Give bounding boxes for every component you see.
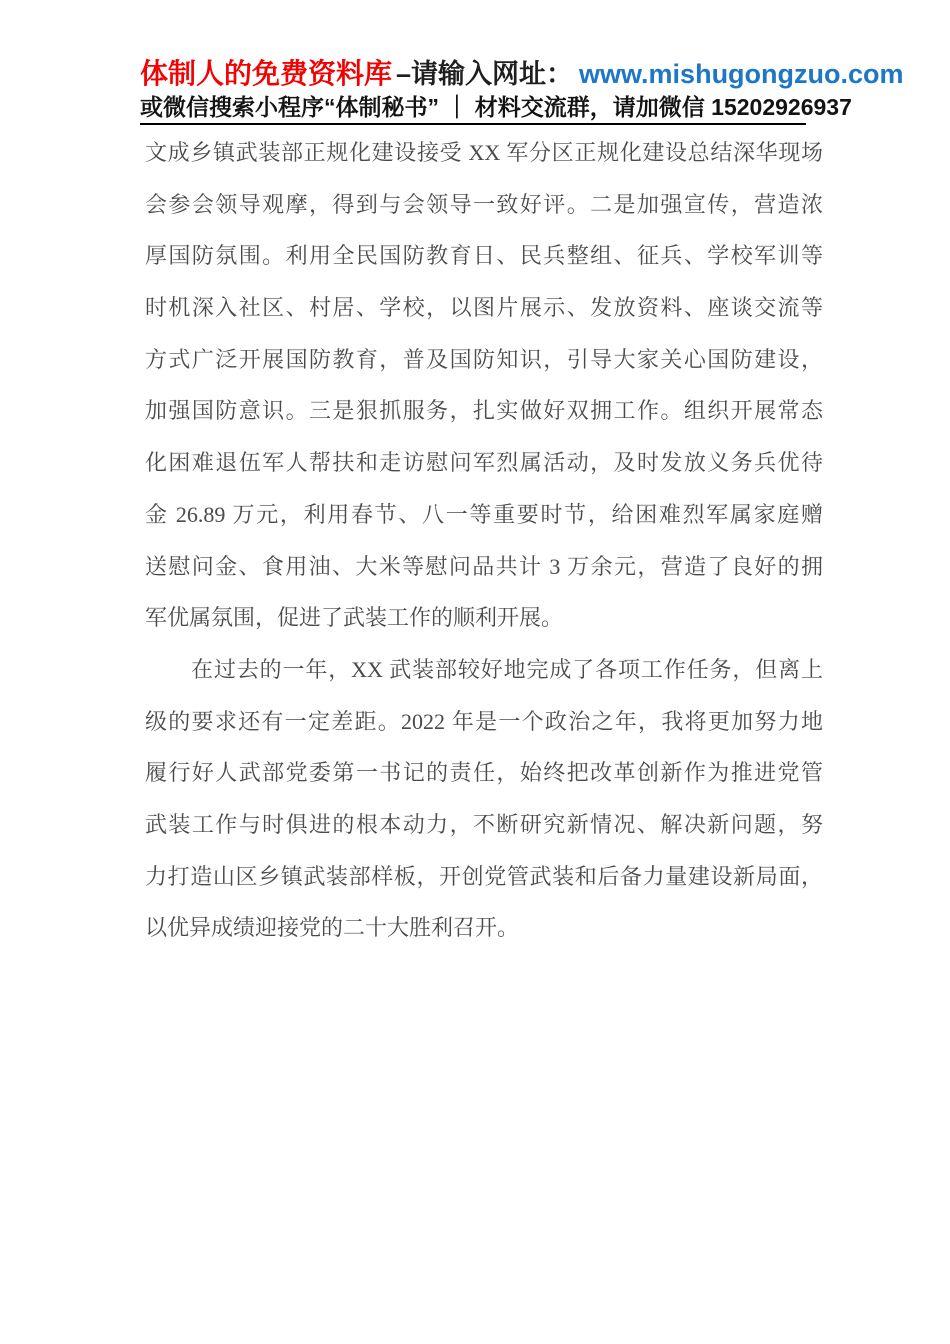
brand-note: –请输入网址： xyxy=(396,59,574,89)
header-divider xyxy=(140,123,806,125)
text-line: 化困难退伍军人帮扶和走访慰问军烈属活动，及时发放义务兵优待 xyxy=(145,450,823,476)
header-contact-line: 或微信搜索小程序“体制秘书” ｜ 材料交流群，请加微信 15202926937 xyxy=(140,94,852,120)
text-line: 送慰问金、食用油、大米等慰问品共计 3 万余元，营造了良好的拥 xyxy=(145,553,823,579)
text-line: 文成乡镇武装部正规化建设接受 XX 军分区正规化建设总结深华现场 xyxy=(145,140,823,165)
document-body xyxy=(145,127,823,954)
text-line: 时机深入社区、村居、学校，以图片展示、发放资料、座谈交流等 xyxy=(145,295,823,321)
text-line: 军优属氛围，促进了武装工作的顺利开展。 xyxy=(145,605,564,631)
text-line: 会参会领导观摩，得到与会领导一致好评。二是加强宣传，营造浓 xyxy=(145,191,823,217)
header-brand-line xyxy=(140,56,904,92)
website-link[interactable]: www.mishugongzuo.com xyxy=(579,59,904,89)
text-line: 在过去的一年，XX 武装部较好地完成了各项工作任务，但离上 xyxy=(191,656,823,682)
brand-title: 体制人的免费资料库 xyxy=(140,58,393,89)
text-line: 级的要求还有一定差距。2022 年是一个政治之年，我将更加努力地 xyxy=(145,708,823,734)
text-line: 金 26.89 万元，利用春节、八一等重要时节，给困难烈军属家庭赠 xyxy=(145,501,823,527)
text-line: 履行好人武部党委第一书记的责任，始终把改革创新作为推进党管 xyxy=(145,760,823,786)
text-line: 武装工作与时俱进的根本动力，不断研究新情况、解决新问题，努 xyxy=(145,811,823,837)
text-line: 加强国防意识。三是狠抓服务，扎实做好双拥工作。组织开展常态 xyxy=(145,398,823,424)
text-line: 以优异成绩迎接党的二十大胜利召开。 xyxy=(145,915,520,941)
text-line: 方式广泛开展国防教育，普及国防知识，引导大家关心国防建设， xyxy=(145,346,823,372)
text-line: 力打造山区乡镇武装部样板，开创党管武装和后备力量建设新局面， xyxy=(145,863,823,889)
text-line: 厚国防氛围。利用全民国防教育日、民兵整组、征兵、学校军训等 xyxy=(145,243,823,269)
page-header xyxy=(140,56,904,122)
